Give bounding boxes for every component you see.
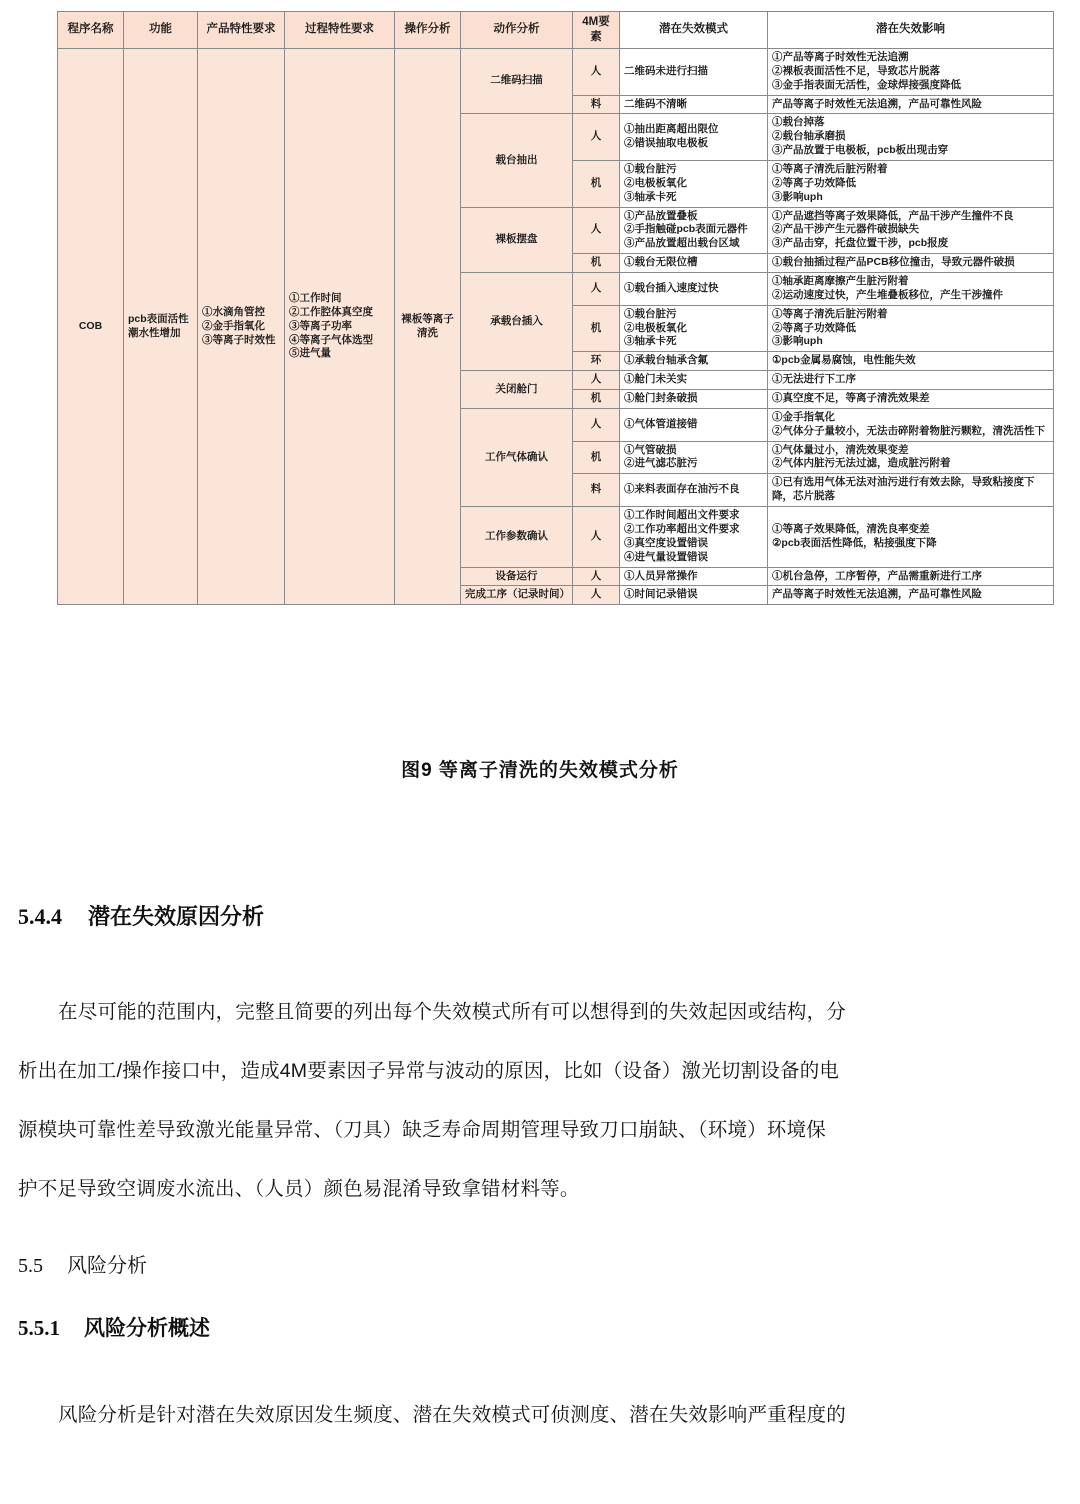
- paragraph-5-4-4-line1: 在尽可能的范围内，完整且简要的列出每个失效模式所有可以想得到的失效起因或结构，分: [58, 1001, 847, 1023]
- col-header-operation-analysis: 操作分析: [395, 12, 461, 49]
- paragraph-5-4-4-line2: 析出在加工/操作接口中，造成4M要素因子异常与波动的原因，比如（设备）激光切割设备的电: [18, 1060, 840, 1082]
- cell-program-name: COB: [58, 49, 124, 605]
- heading-5-5-1-title: 风险分析概述: [84, 1317, 210, 1340]
- paragraph-5-4-4-line3: 源模块可靠性差导致激光能量异常、（刀具）缺乏寿命周期管理导致刀口崩缺、（环境）环境保: [18, 1119, 826, 1141]
- fmea-table: [57, 11, 1054, 605]
- cell-failure-effect: ①真空度不足，等离子清洗效果差: [768, 390, 1054, 409]
- cell-4m-element: 环: [573, 352, 620, 371]
- cell-failure-mode: ①气管破损 ②进气滤芯脏污: [620, 441, 768, 474]
- cell-failure-mode: ①舱门未关实: [620, 371, 768, 390]
- paragraph-5-4-4-line4: 护不足导致空调废水流出、（人员）颜色易混淆导致拿错材料等。: [18, 1178, 580, 1200]
- cell-4m-element: 人: [573, 207, 620, 254]
- cell-failure-effect: ①等离子清洗后脏污附着 ②等离子功效降低 ③影响uph: [768, 161, 1054, 208]
- cell-4m-element: 人: [573, 371, 620, 390]
- cell-failure-mode: ①载台插入速度过快: [620, 273, 768, 306]
- cell-failure-mode: ①来料表面存在油污不良: [620, 474, 768, 507]
- cell-action-analysis: 裸板摆盘: [461, 207, 573, 272]
- col-header-4m-element: 4M要素: [573, 12, 620, 49]
- col-header-action-analysis: 动作分析: [461, 12, 573, 49]
- cell-action-analysis: 二维码扫描: [461, 49, 573, 114]
- cell-4m-element: 料: [573, 474, 620, 507]
- cell-product-characteristics: ①水滴角管控 ②金手指氧化 ③等离子时效性: [198, 49, 285, 605]
- cell-failure-mode: ①抽出距离超出限位 ②错误抽取电极板: [620, 114, 768, 161]
- cell-4m-element: 人: [573, 114, 620, 161]
- cell-4m-element: 人: [573, 586, 620, 605]
- heading-5-4-4-title: 潜在失效原因分析: [88, 904, 265, 929]
- cell-failure-mode: ①承载台轴承含氟: [620, 352, 768, 371]
- col-header-process-characteristics: 过程特性要求: [285, 12, 395, 49]
- cell-failure-mode: ①产品放置叠板 ②手指触碰pcb表面元器件 ③产品放置超出载台区域: [620, 207, 768, 254]
- col-header-failure-effect: 潜在失效影响: [768, 12, 1054, 49]
- figure-caption: 图9 等离子清洗的失效模式分析: [401, 760, 679, 781]
- cell-4m-element: 人: [573, 408, 620, 441]
- col-header-function: 功能: [124, 12, 198, 49]
- heading-5-5-title: 风险分析: [67, 1255, 147, 1277]
- cell-failure-effect: ①载台掉落 ②载台轴承磨损 ③产品放置于电极板，pcb板出现击穿: [768, 114, 1054, 161]
- cell-4m-element: 人: [573, 507, 620, 567]
- table-header-row: [58, 12, 1054, 49]
- cell-failure-mode: ①人员异常操作: [620, 567, 768, 586]
- cell-failure-mode: 二维码未进行扫描: [620, 49, 768, 96]
- cell-failure-effect: ①机台急停，工序暂停，产品需重新进行工序: [768, 567, 1054, 586]
- table-body: [58, 49, 1054, 605]
- cell-failure-mode: ①载台脏污 ②电极板氧化 ③轴承卡死: [620, 305, 768, 352]
- cell-action-analysis: 完成工序（记录时间）: [461, 586, 573, 605]
- cell-failure-mode: ①时间记录错误: [620, 586, 768, 605]
- cell-failure-effect: 产品等离子时效性无法追溯，产品可靠性风险: [768, 95, 1054, 114]
- cell-failure-effect: ①金手指氧化 ②气体分子量较小，无法击碎附着物脏污颗粒，清洗活性下: [768, 408, 1054, 441]
- cell-process-characteristics: ①工作时间 ②工作腔体真空度 ③等离子功率 ④等离子气体选型 ⑤进气量: [285, 49, 395, 605]
- cell-failure-effect: ①气体量过小，清洗效果变差 ②气体内脏污无法过滤，造成脏污附着: [768, 441, 1054, 474]
- cell-4m-element: 人: [573, 567, 620, 586]
- cell-failure-effect: ①已有选用气体无法对油污进行有效去除，导致粘接度下降，芯片脱落: [768, 474, 1054, 507]
- cell-operation-analysis: 裸板等离子清洗: [395, 49, 461, 605]
- cell-failure-mode: ①载台无限位槽: [620, 254, 768, 273]
- heading-5-5-1: [18, 1312, 1062, 1342]
- cell-action-analysis: 承载台插入: [461, 273, 573, 371]
- col-header-failure-mode: 潜在失效模式: [620, 12, 768, 49]
- document-body: [18, 900, 1062, 1445]
- cell-failure-effect: ①轴承距离摩擦产生脏污附着 ②运动速度过快，产生堆叠板移位，产生干涉撞件: [768, 273, 1054, 306]
- cell-failure-mode: ①载台脏污 ②电极板氧化 ③轴承卡死: [620, 161, 768, 208]
- cell-failure-mode: ①舱门封条破损: [620, 390, 768, 409]
- cell-failure-effect: ①等离子效果降低，清洗良率变差 ②pcb表面活性降低，粘接强度下降: [768, 507, 1054, 567]
- fmea-figure: [57, 11, 1053, 605]
- cell-failure-effect: ①无法进行下工序: [768, 371, 1054, 390]
- heading-5-5-number: 5.5: [18, 1255, 43, 1277]
- cell-4m-element: 人: [573, 49, 620, 96]
- cell-action-analysis: 设备运行: [461, 567, 573, 586]
- heading-5-5-1-number: 5.5.1: [18, 1316, 60, 1340]
- heading-5-5: [18, 1249, 1062, 1278]
- col-header-program-name: 程序名称: [58, 12, 124, 49]
- cell-failure-effect: 产品等离子时效性无法追溯，产品可靠性风险: [768, 586, 1054, 605]
- cell-4m-element: 机: [573, 390, 620, 409]
- cell-4m-element: 机: [573, 254, 620, 273]
- cell-failure-mode: 二维码不清晰: [620, 95, 768, 114]
- paragraph-5-5-1-line1: 风险分析是针对潜在失效原因发生频度、潜在失效模式可侦测度、潜在失效影响严重程度的: [58, 1404, 847, 1426]
- cell-failure-effect: ①pcb金属易腐蚀，电性能失效: [768, 352, 1054, 371]
- cell-action-analysis: 工作气体确认: [461, 408, 573, 506]
- heading-5-4-4-number: 5.4.4: [18, 904, 62, 929]
- cell-failure-mode: ①工作时间超出文件要求 ②工作功率超出文件要求 ③真空度设置错误 ④进气量设置错误: [620, 507, 768, 567]
- table-row: [58, 49, 1054, 96]
- cell-function: pcb表面活性潮水性增加: [124, 49, 198, 605]
- cell-action-analysis: 关闭舱门: [461, 371, 573, 409]
- cell-action-analysis: 载台抽出: [461, 114, 573, 207]
- cell-4m-element: 机: [573, 305, 620, 352]
- cell-failure-effect: ①产品等离子时效性无法追溯 ②裸板表面活性不足，导致芯片脱落 ③金手指表面无活性，金球焊接强度降低: [768, 49, 1054, 96]
- cell-action-analysis: 工作参数确认: [461, 507, 573, 567]
- heading-5-4-4: [18, 900, 1062, 931]
- cell-failure-effect: ①等离子清洗后脏污附着 ②等离子功效降低 ③影响uph: [768, 305, 1054, 352]
- cell-4m-element: 料: [573, 95, 620, 114]
- cell-4m-element: 人: [573, 273, 620, 306]
- cell-4m-element: 机: [573, 161, 620, 208]
- cell-failure-effect: ①载台抽插过程产品PCB移位撞击，导致元器件破损: [768, 254, 1054, 273]
- cell-4m-element: 机: [573, 441, 620, 474]
- cell-failure-effect: ①产品遮挡等离子效果降低，产品干涉产生撞件不良 ②产品干涉产生元器件破损缺失 ③产品击穿，托盘位置干涉，pcb报废: [768, 207, 1054, 254]
- cell-failure-mode: ①气体管道接错: [620, 408, 768, 441]
- col-header-product-characteristics: 产品特性要求: [198, 12, 285, 49]
